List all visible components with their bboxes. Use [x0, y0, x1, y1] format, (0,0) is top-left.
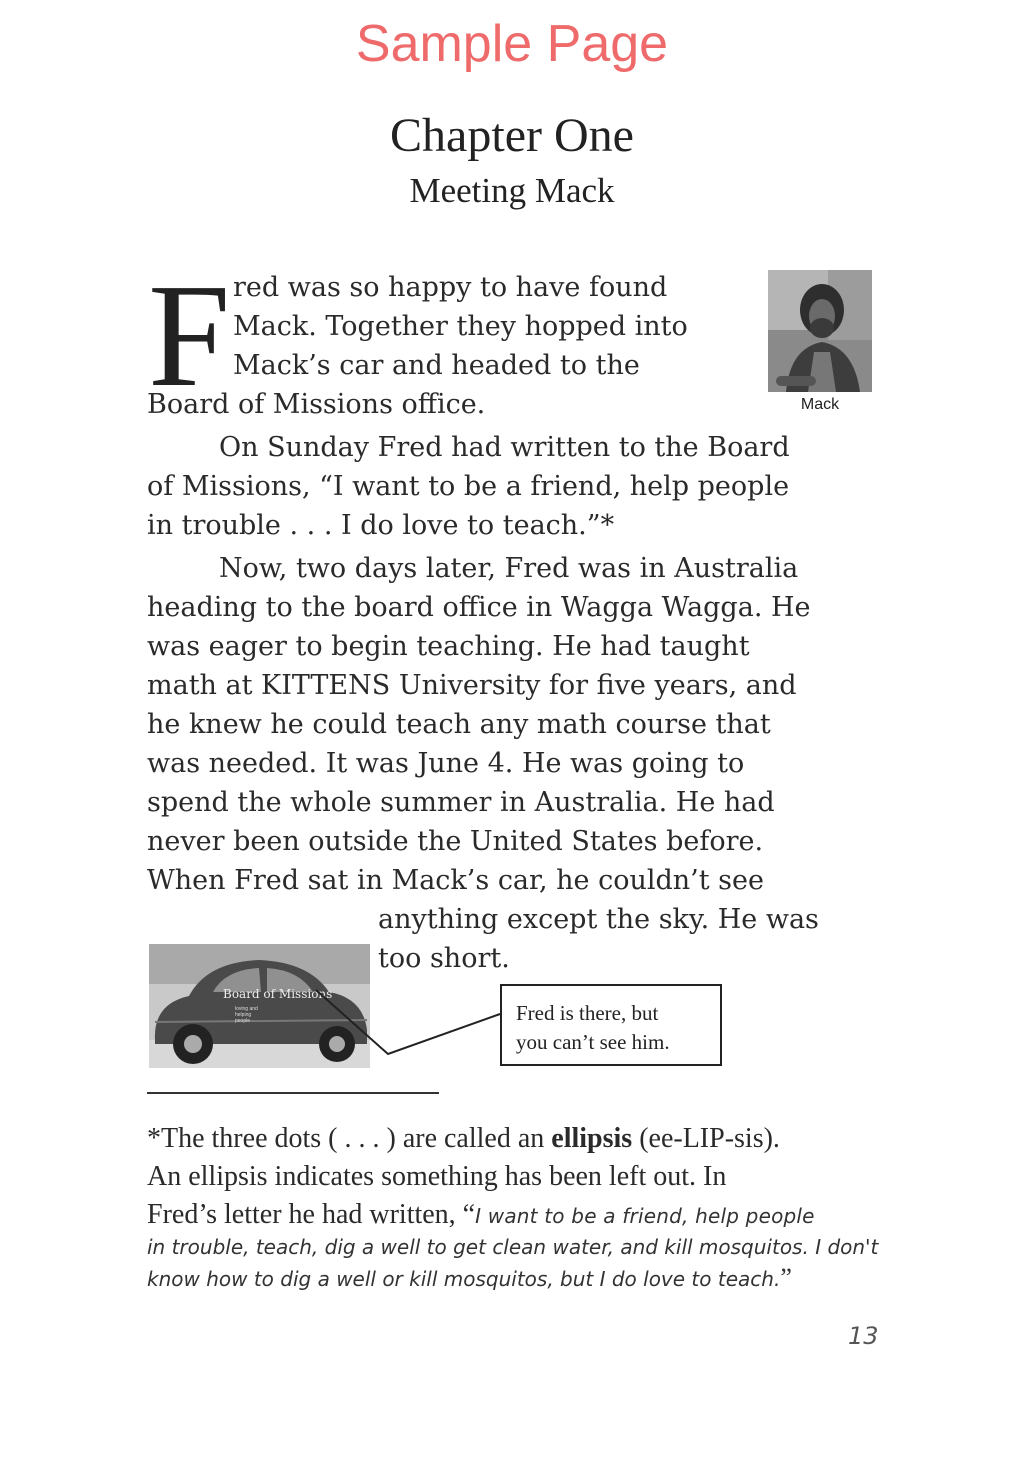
footnote-text: *The three dots ( . . . ) are called an	[147, 1123, 552, 1154]
story-line: never been outside the United States before.	[147, 826, 764, 857]
story-line: was eager to begin teaching. He had taught	[147, 631, 750, 662]
handwritten-quote-line: in trouble, teach, dig a well to get clean water, and kill mosquitos. I don't	[147, 1235, 879, 1259]
story-line: of Missions, “I want to be a friend, help people	[147, 471, 790, 502]
handwritten-quote: know how to dig a well or kill mosquitos, but I do love to teach.	[147, 1267, 781, 1291]
story-line: heading to the board office in Wagga Wagga. He	[147, 592, 811, 623]
footnote-line: An ellipsis indicates something has been left out. In	[147, 1161, 727, 1192]
mack-photo	[768, 270, 872, 392]
drop-cap: F	[148, 254, 231, 418]
story-line: Now, two days later, Fred was in Australia	[219, 553, 799, 584]
story-line: he knew he could teach any math course that	[147, 709, 771, 740]
handwritten-quote: I want to be a friend, help people	[475, 1204, 815, 1228]
car-door-subtext: loving and	[235, 1006, 258, 1012]
story-line: Mack’s car and headed to the	[233, 350, 640, 381]
handwritten-quote-line	[147, 1263, 792, 1294]
car-door-subtext: helping	[235, 1012, 252, 1018]
car-door-subtext: people	[235, 1018, 251, 1024]
story-line: math at KITTENS University for five years, and	[147, 670, 797, 701]
page-number: 13	[848, 1322, 879, 1350]
story-line: red was so happy to have found	[233, 272, 668, 303]
story-line: Board of Missions office.	[147, 389, 486, 420]
story-line: anything except the sky. He was	[378, 904, 819, 935]
callout-line: Fred is there, but	[516, 1001, 659, 1025]
story-line: was needed. It was June 4. He was going to	[147, 748, 745, 779]
story-line: When Fred sat in Mack’s car, he couldn’t see	[147, 865, 764, 896]
sample-page-watermark: Sample Page	[355, 15, 669, 73]
callout-box	[500, 984, 722, 1066]
car-door-text: Board of Missions	[223, 987, 333, 1001]
close-quote: ”	[780, 1263, 792, 1292]
story-line: On Sunday Fred had written to the Board	[219, 432, 790, 463]
callout-line: you can’t see him.	[516, 1030, 670, 1054]
footnote-text: Fred’s letter he had written, “	[147, 1199, 476, 1230]
footnote-divider	[147, 1092, 439, 1094]
footnote-line	[147, 1196, 815, 1235]
car-photo	[149, 944, 370, 1068]
footnote-text: (ee-LIP-sis).	[632, 1123, 780, 1154]
story-line: Mack. Together they hopped into	[233, 311, 688, 342]
story-line: spend the whole summer in Australia. He had	[147, 787, 775, 818]
mack-photo-caption: Mack	[800, 396, 840, 413]
story-line: too short.	[378, 943, 510, 974]
chapter-subtitle: Meeting Mack	[409, 171, 615, 210]
footnote-bold-term: ellipsis	[551, 1123, 633, 1154]
story-line: in trouble . . . I do love to teach.”*	[147, 510, 615, 541]
footnote-line	[147, 1120, 780, 1158]
chapter-title: Chapter One	[390, 109, 634, 162]
